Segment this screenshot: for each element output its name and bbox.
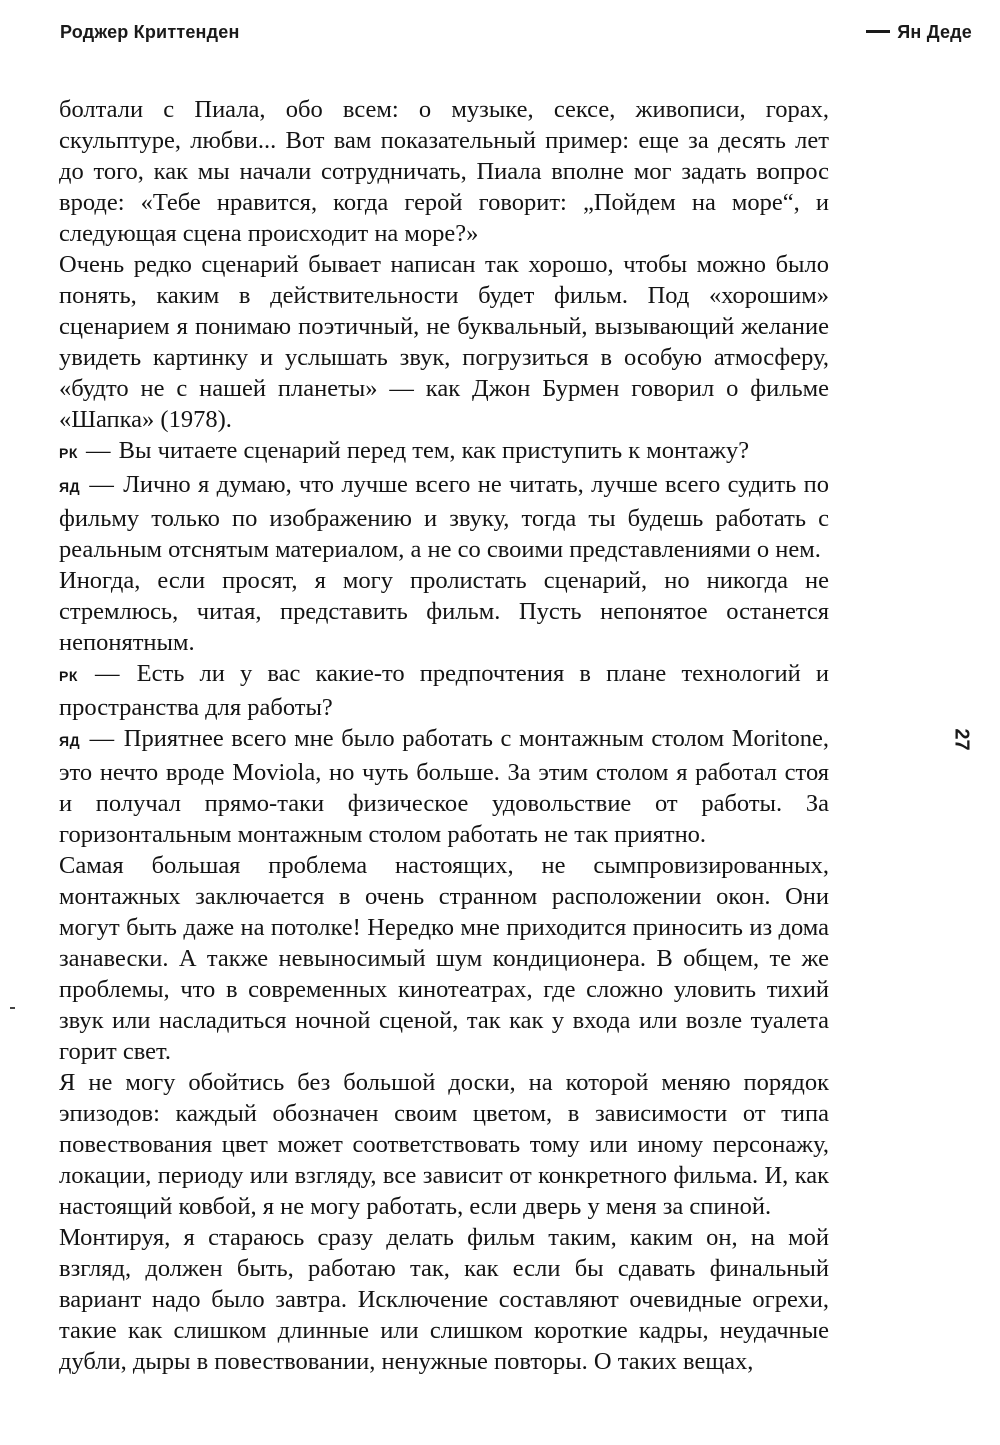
speaker-label: РК (59, 668, 78, 684)
scan-speck (10, 1007, 15, 1009)
em-dash: — (89, 471, 114, 498)
speaker-label: ЯД (59, 733, 81, 749)
author-name: Роджер Криттенден (60, 22, 240, 42)
running-head-author (60, 22, 240, 43)
answer-text: Лично я думаю, что лучше всего не читать, лучше всего судить по фильму только по изображению и звуку, тогда ты будешь работать с реальным отснятым материалом, а не со своими представлениями о нем. (59, 471, 830, 563)
paragraph: Монтируя, я стараюсь сразу делать фильм таким, каким он, на мой взгляд, должен быть, работаю так, как если бы сдавать финальный вариант надо было завтра. Исключение составляют очевидные огрехи, такие как слишком длинные или слишком короткие кадры, неудачные дубли, дыры в повествовании, ненужные повторы. О таких вещах, (59, 1224, 829, 1375)
question (59, 435, 829, 469)
question-text: Есть ли у вас какие-то предпочтения в плане технологий и пространства для работы? (59, 660, 829, 721)
paragraph: Самая большая проблема настоящих, не сымпровизированных, монтажных заключается в очень странном расположении окон. Они могут быть даже на потолке! Нередко мне приходится приносить из дома занавески. А также невыносимый шум кондиционера. В общем, те же проблемы, что в современных кинотеатрах, где сложно уловить тихий звук или насладиться ночной сценой, так как у входа или возле туалета горит свет. (59, 852, 829, 1065)
em-dash: — (95, 660, 120, 687)
running-head-interviewee (866, 22, 972, 43)
speaker-label: РК (59, 445, 78, 461)
page-number: 27 (950, 728, 973, 751)
answer (59, 723, 829, 850)
em-dash: — (86, 437, 111, 464)
answer-text: Приятнее всего мне было работать с монтажным столом Moritone, это нечто вроде Moviola, но чуть больше. За этим столом я работал стоя и получал прямо-таки физическое удовольствие от работы. За горизонтальным монтажным столом работать не так приятно. (59, 725, 829, 848)
interviewee-name: Ян Деде (897, 22, 972, 42)
paragraph: Я не могу обойтись без большой доски, на которой меняю порядок эпизодов: каждый обозначен своим цветом, в зависимости от типа повествования цвет может соответствовать тому или иному персонажу, локации, периоду или взгляду, все зависит от конкретного фильма. И, как настоящий ковбой, я не могу работать, если дверь у меня за спиной. (59, 1069, 829, 1220)
page-body (59, 94, 829, 1377)
answer (59, 469, 829, 565)
em-dash: — (89, 725, 115, 752)
paragraph: Иногда, если просят, я могу пролистать сценарий, но никогда не стремлюсь, читая, представить фильм. Пусть непонятое останется непонятным. (59, 567, 829, 656)
paragraph: болтали с Пиала, обо всем: о музыке, сексе, живописи, горах, скульптуре, любви... Вот вам показательный пример: еще за десять лет до того, как мы начали сотрудничать, Пиала вполне мог задать вопрос вроде: «Тебе нравится, когда герой говорит: „Пойдем на море“, и следующая сцена происходит на море?» (59, 96, 829, 247)
question (59, 658, 829, 723)
speaker-label: ЯД (59, 479, 81, 495)
question-text: Вы читаете сценарий перед тем, как приступить к монтажу? (118, 437, 750, 464)
header-dash (866, 30, 890, 33)
paragraph: Очень редко сценарий бывает написан так хорошо, чтобы можно было понять, каким в действительности будет фильм. Под «хорошим» сценарием я понимаю поэтичный, не буквальный, вызывающий желание увидеть картинку и услышать звук, погрузиться в особую атмосферу, «будто не с нашей планеты» — как Джон Бурмен говорил о фильме «Шапка» (1978). (59, 251, 829, 433)
